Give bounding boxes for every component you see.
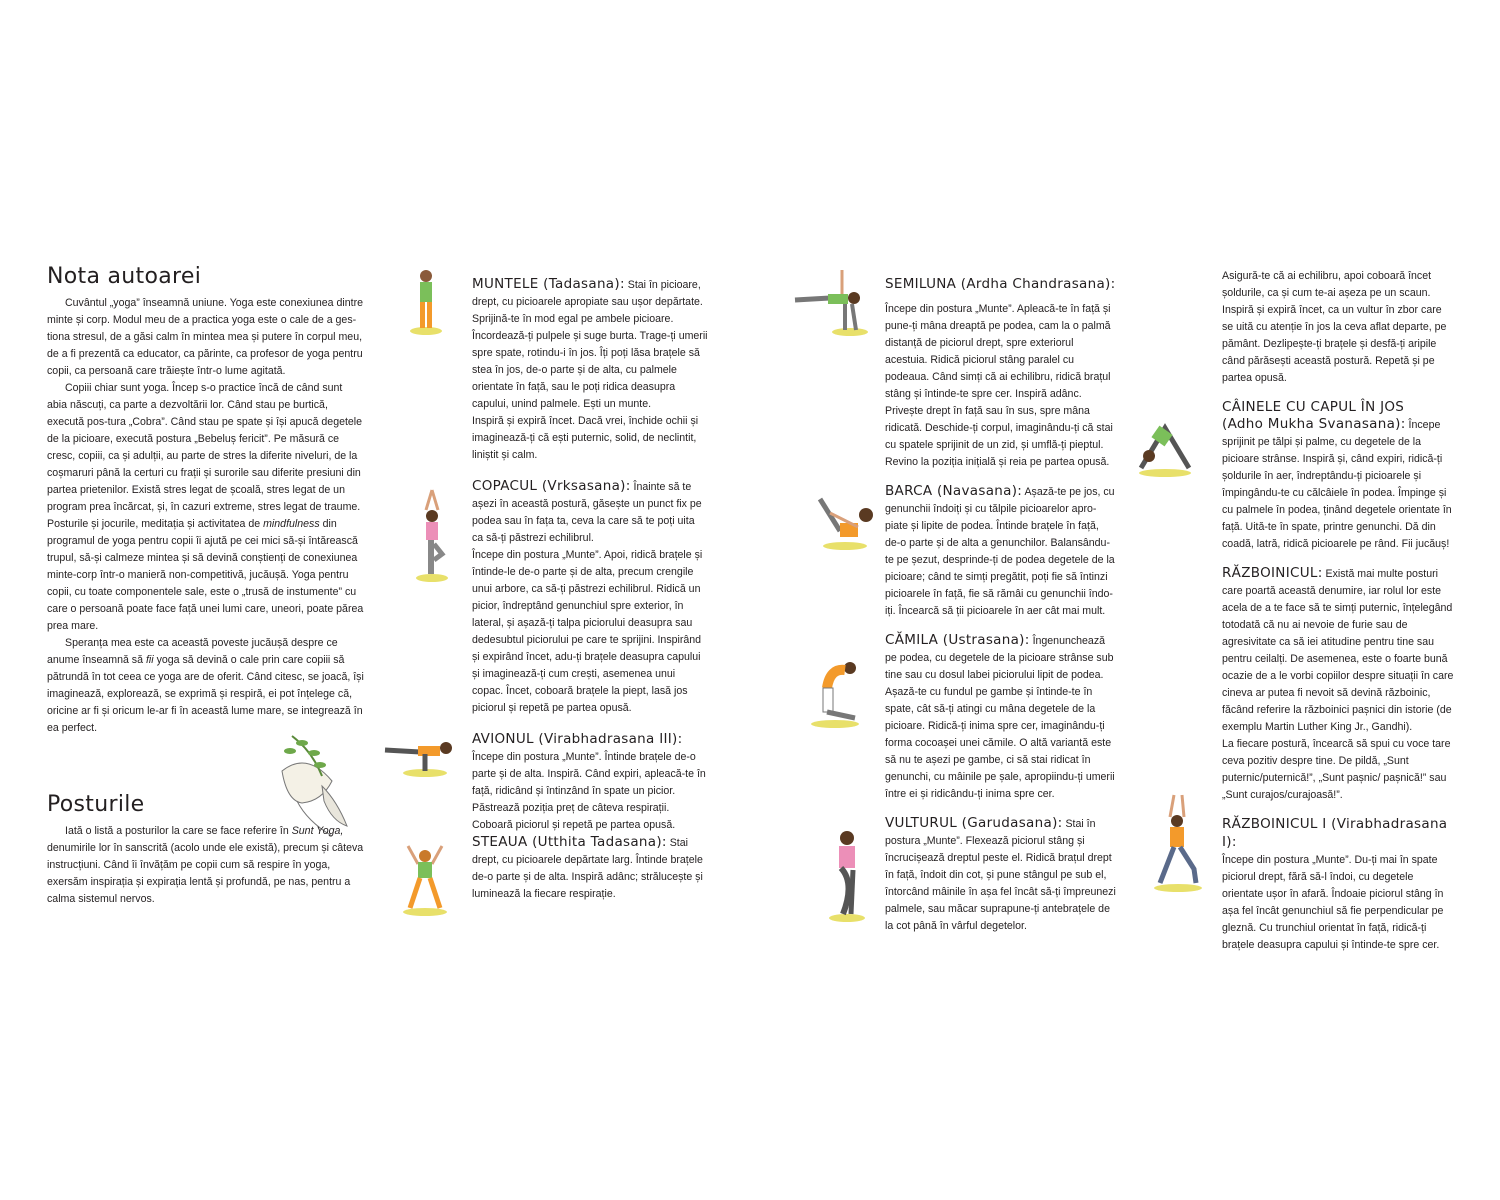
pose-mountain: MUNTELE (Tadasana): Stai în picioare, drept, cu picioarele apropiate sau ușor depărtate. Sprijină-te în mod egal pe ambele picioare. Încordează-ți pulpele și suge burta. Trage-ți umerii spre spate, rotindu-i în jos. Îți poți lăsa brațele să stea în jos, de-o parte și de alta, cu palmele orientate în față, sau le poți ridica deasupra capului, unind palmele. Ești un munte. bbox=[472, 276, 708, 410]
author-note-paragraph: Cuvântul „yoga” înseamnă uniune. Yoga este conexiunea dintre minte și corp. Modul meu de a practica yoga este o cale de a ges-tiona stresul, de a găsi calm în mintea mea și putere în corpul meu, de a fi prezentă ca educator, ca părinte, ca profesor de yoga pentru copii, ca persoană care trăiește într-o lume agitată. bbox=[47, 297, 364, 377]
author-note-title: Nota autoarei bbox=[47, 264, 202, 289]
author-note-paragraph: Copiii chiar sunt yoga. Încep s-o practice încă de când sunt abia născuți, ca parte a dezvoltării lor. Când stau pe burtică, execută pos-tura „Cobra”. Când stau pe spate și își apucă degetele de la picioare, execută postura „Bebeluș fericit”. Pe măsură ce cresc, copiii, ca și adulții, au parte de stres la diferite niveluri, de la coșmaruri până la certuri cu frații și surorile sau diferite presiuni din partea prietenilor. Există stres legat de școală, stres legat de un program prea încărcat, și, în cazuri extreme, stres legat de traume. Posturile și jocurile, meditația și activitatea de mindfulness din programul de yoga pentru copii îi ajută pe cei mici să-și întărească trupul, să-și calmeze mintea și să devină conștienți de conexiunea minte-corp într-o manieră non-competitivă, jucăușă. Yoga pentru copii, cu toate componentele sale, este o „trusă de instumente” cu care o persoană poate face față unei lumi care, uneori, poate părea prea mare. bbox=[47, 382, 364, 632]
pose-warrior-affirmation: La fiecare postură, încearcă să spui cu voce tare ceva pozitiv despre tine. De pildă, „Sunt puternic/puternică!”, „Sunt pașnic/ pașnică!” sau „Sunt curajos/curajoasă!”. bbox=[1222, 738, 1451, 801]
pose-downward-dog: (Adho Mukha Svanasana): Începe sprijinit pe tălpi și palme, cu degetele de la picioare strânse. Inspiră și, când expiri, ridică-ți șoldurile în aer, îndreptându-ți picioarele și împingându-te cu călcâiele în podea. Împinge și cu palmele în podea, ținând degetele orientate în față. Uită-te în spate, printre genunchi. Dă din coadă, latră, ridică picioarele pe rând. Fii jucăuș! bbox=[1222, 416, 1452, 550]
pose-tree-steps: Începe din postura „Munte”. Apoi, ridică brațele și întinde-le de-o parte și de alta, precum crengile unui arbore, ca să-ți păstrezi echilibrul. Ridică un picior, îndreptând genunchiul spre exterior, în lateral, și așază-ți talpa piciorului deasupra sau dedesubtul piciorului pe care te sprijini. Inspirând și expirând încet, adu-ți brațele deasupra capului și imaginează-ți cum crești, asemenea unui copac. Încet, coboară brațele la piept, lasă jos piciorul și repetă pe partea opusă. bbox=[472, 549, 703, 714]
pose-camel: CĂMILA (Ustrasana): Îngenunchează pe podea, cu degetele de la picioare strânse sub tine sau cu dosul labei piciorului lipit de podea. Așază-te cu fundul pe gambe și întinde-te în spate, cât să-ți atingi cu mâna degetele de la picioare. Ridică-ți inima spre cer, imaginându-ți forma cocoașei unei cămile. O altă variantă este să nu te așezi pe gambe, ci să stai ridicat în genunchi, cu mâinile pe șale, apropiindu-ți umerii între ei și ridicându-ți inima spre cer. bbox=[885, 632, 1115, 800]
tree-pose-figure bbox=[412, 488, 452, 583]
column-poses-2 bbox=[885, 276, 1117, 935]
camel-pose-figure bbox=[805, 658, 865, 728]
postures-title: Posturile bbox=[47, 792, 145, 817]
mountain-pose-figure bbox=[406, 266, 446, 336]
column-postures-intro bbox=[47, 792, 365, 908]
pose-half-moon-title: SEMILUNA (Ardha Chandrasana): bbox=[885, 276, 1116, 292]
boat-pose-figure bbox=[810, 491, 880, 551]
postures-intro-paragraph: Iată o listă a posturilor la care se face referire în Sunt Yoga, denumirile lor în sanscrită (acolo unde ele există), precum și câteva instrucțiuni. Când îi învățăm pe copii cum să respire în yoga, exersăm inspirația și expirația lentă și profundă, pe nas, pentru a calma sistemul nervos. bbox=[47, 825, 364, 905]
pose-eagle-continued: Asigură-te că ai echilibru, apoi coboară încet șoldurile, ca și cum te-ai așeza pe un scaun. Inspiră și expiră încet, ca un vultur în zbor care se uită cu atenție în jos la ceva aflat departe, pe pământ. Dezlipește-ți brațele și desfă-ți aripile când părăsești această postură. Repetă și pe partea opusă. bbox=[1222, 270, 1447, 384]
pose-tree: COPACUL (Vrksasana): Înainte să te așezi în această postură, găsește un punct fix pe podea sau în fața ta, ceva la care să te poți uita ca să-ți păstrezi echilibrul. bbox=[472, 478, 702, 544]
star-pose-figure bbox=[400, 838, 450, 918]
pose-eagle: VULTURUL (Garudasana): Stai în postura „Munte”. Flexează piciorul stâng și încrucișează dreptul peste el. Ridică brațul drept în față, îndoit din cot, și pune stângul pe sub el, întorcând mâinile în așa fel încât să-ți împreunezi palmele, sau măcar suprapune-ți antebrațele de la cot până în vârful degetelor. bbox=[885, 815, 1116, 932]
eagle-pose-figure bbox=[825, 828, 870, 923]
author-note-paragraph: Speranța mea este ca această poveste jucăușă despre ce anume înseamnă să fii yoga să devină o cale prin care copiii să pătrundă în tot ceea ce yoga are de oferit. Când citesc, se joacă, își imaginează, explorează, se exprimă și respiră, ei pot înțelege că, oricine ar fi și oricum le-ar fi în această lume mare, se integrează în ea perfect. bbox=[47, 637, 364, 734]
pose-airplane: AVIONUL (Virabhadrasana III): Începe din postura „Munte”. Întinde brațele de-o parte și de alta. Inspiră. Când expiri, apleacă-te în față, ridicând și întinzând în spate un picior. Păstrează poziția preț de câteva respirații. Coboară piciorul și repetă pe partea opusă. bbox=[472, 731, 706, 831]
airplane-pose-figure bbox=[380, 738, 465, 778]
pose-warrior: RĂZBOINICUL: Există mai multe posturi care poartă această denumire, iar rolul lor este acela de a te face să te simți puternic, înțelegând totodată că nu ai nevoie de furie sau de agresivitate ca să iei atitudine pentru tine sau pentru ceilalți. De asemenea, este o foarte bună ocazie de a le vorbi copiilor despre situații în care cineva ar putea fi nevoit să devină războinic, făcând referire la războinici pașnici din istorie (de exemplu Martin Luther King Jr., Gandhi). bbox=[1222, 565, 1454, 733]
column-poses-3 bbox=[1222, 268, 1454, 954]
pose-half-moon: Începe din postura „Munte”. Apleacă-te în față și pune-ți mâna dreaptă pe podea, cam la o palmă distanță de piciorul drept, spre exteriorul acestuia. Ridică piciorul stâng paralel cu podeaua. Când simți că ai echilibru, ridică brațul stâng și întinde-te spre cer. Inspiră adânc. Privește drept în față sau în sus, spre mâna ridicată. Deschide-ți corpul, imaginându-ți că stai cu spatele sprijinit de un zid, și umflă-ți pieptul. Revino la poziția inițială și reia pe partea opusă. bbox=[885, 303, 1113, 468]
warrior-pose-figure bbox=[1150, 793, 1205, 893]
book-spread bbox=[0, 243, 1500, 973]
pose-downward-dog-title: CÂINELE CU CAPUL ÎN JOS bbox=[1222, 399, 1405, 415]
downward-dog-pose-figure bbox=[1135, 418, 1195, 478]
pose-warrior-one: RĂZBOINICUL I (Virabhadrasana I): Începe din postura „Munte”. Du-ți mai în spate piciorul drept, fără să-l îndoi, cu degetele orientate ușor în afară. Îndoaie piciorul stâng în așa fel încât genunchiul să fie perpendicular pe gleznă. Cu trunchiul orientat în față, ridică-ți brațele deasupra capului și întinde-te spre cer. bbox=[1222, 816, 1448, 951]
column-author-note bbox=[47, 264, 365, 737]
pose-boat: BARCA (Navasana): Așază-te pe jos, cu genunchii îndoiți și cu tălpile picioarelor apro-piate și lipite de podea. Întinde brațele în față, de-o parte și de alta a genunchilor. Balansându-te pe șezut, desprinde-ți de podea degetele de la picioare; când te simți pregătit, poți fie să întinzi picioarele în față, fie să rămâi cu genunchii îndo-iți. Încearcă să ții picioarele în aer cât mai mult. bbox=[885, 483, 1115, 617]
column-poses-1 bbox=[472, 276, 708, 903]
pose-mountain-breath: Inspiră și expiră încet. Dacă vrei, închide ochii și imaginează-ți că ești puternic, solid, de neclintit, liniștit și calm. bbox=[472, 415, 699, 461]
half-moon-pose-figure bbox=[790, 268, 870, 338]
pose-star: STEAUA (Utthita Tadasana): Stai drept, cu picioarele depărtate larg. Întinde brațele de-o parte și de alta. Inspiră adânc; strălucește și luminează la fiecare respirație. bbox=[472, 834, 703, 900]
